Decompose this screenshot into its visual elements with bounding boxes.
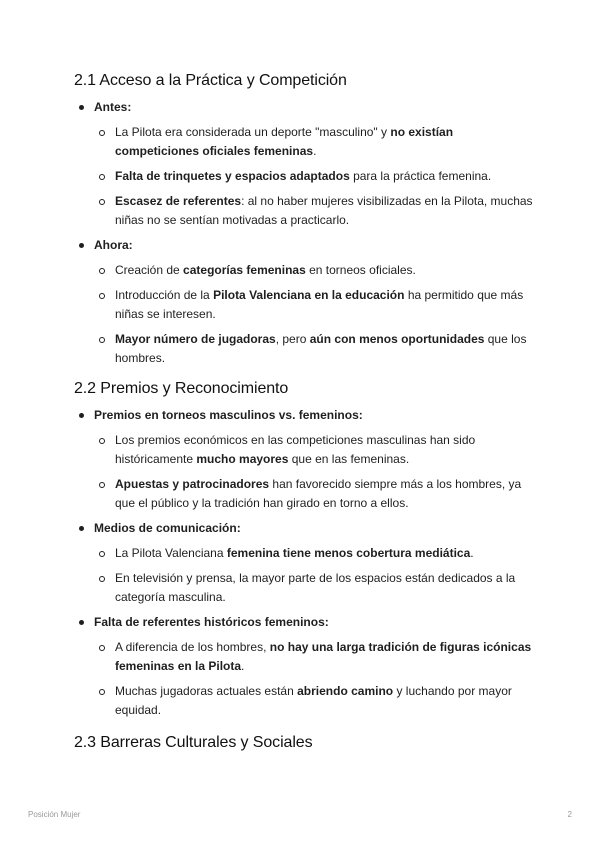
bullet-heading: Medios de comunicación: xyxy=(94,521,241,535)
bold-text: abriendo camino xyxy=(297,684,394,698)
bullet-item xyxy=(74,98,534,230)
bold-text: Mayor número de jugadoras xyxy=(115,332,276,346)
bullet-circle-icon xyxy=(99,576,105,582)
sub-bullet-item: A diferencia de los hombres, no hay una larga tradición de figuras icónicas femeninas en la Pilota. xyxy=(94,638,534,676)
bold-text: Pilota Valenciana en la educación xyxy=(213,288,405,302)
section-heading: 2.3 Barreras Culturales y Sociales xyxy=(74,734,313,751)
bullet-item xyxy=(74,613,534,720)
bullet-heading: Antes: xyxy=(94,100,132,114)
bullet-item xyxy=(74,406,534,513)
bullet-heading: Ahora: xyxy=(94,238,133,252)
bullet-circle-icon xyxy=(99,645,105,651)
bullet-circle-icon xyxy=(99,689,105,695)
footer-page-number: 2 xyxy=(567,810,572,819)
sub-bullet-item: Escasez de referentes: al no haber mujeres visibilizadas en la Pilota, muchas niñas no se sentían motivadas a practicarlo. xyxy=(94,192,534,230)
bold-text: Escasez de referentes xyxy=(115,194,242,208)
sub-bullet-item: La Pilota Valenciana femenina tiene menos cobertura mediática. xyxy=(94,544,534,563)
bullet-item xyxy=(74,519,534,607)
section-heading: 2.2 Premios y Reconocimiento xyxy=(74,380,289,397)
bullet-circle-icon xyxy=(99,293,105,299)
sub-bullet-item: Creación de categorías femeninas en torneos oficiales. xyxy=(94,261,534,280)
sub-bullet-item: En televisión y prensa, la mayor parte de los espacios están dedicados a la categoría masculina. xyxy=(94,569,534,607)
sub-bullet-list xyxy=(94,544,534,607)
bullet-dot-icon xyxy=(79,413,84,418)
bullet-dot-icon xyxy=(79,620,84,625)
bullet-heading: Premios en torneos masculinos vs. femeninos: xyxy=(94,408,363,422)
sub-bullet-item: Muchas jugadoras actuales están abriendo camino y luchando por mayor equidad. xyxy=(94,682,534,720)
section-2-1 xyxy=(74,70,534,368)
sub-bullet-list xyxy=(94,431,534,513)
bold-text: no existían competiciones oficiales femeninas xyxy=(115,125,454,158)
bullet-dot-icon xyxy=(79,526,84,531)
bullet-item xyxy=(74,236,534,368)
bullet-circle-icon xyxy=(99,199,105,205)
footer-doc-title: Posición Mujer xyxy=(28,810,81,819)
bullet-dot-icon xyxy=(79,105,84,110)
bold-text: categorías femeninas xyxy=(183,263,306,277)
sub-bullet-item: Apuestas y patrocinadores han favorecido siempre más a los hombres, ya que el público y la tradición han girado en torno a ellos. xyxy=(94,475,534,513)
bullet-dot-icon xyxy=(79,243,84,248)
bullet-circle-icon xyxy=(99,438,105,444)
sub-bullet-list xyxy=(94,261,534,368)
section-2-2 xyxy=(74,378,534,720)
bold-text: no hay una larga tradición de figuras icónicas femeninas en la Pilota xyxy=(115,640,532,673)
sub-bullet-item: Los premios económicos en las competiciones masculinas han sido históricamente mucho mayores que en las femeninas. xyxy=(94,431,534,469)
bullet-circle-icon xyxy=(99,551,105,557)
sub-bullet-item: Mayor número de jugadoras, pero aún con menos oportunidades que los hombres. xyxy=(94,330,534,368)
bold-text: femenina tiene menos cobertura mediática xyxy=(226,546,471,560)
bullet-circle-icon xyxy=(99,337,105,343)
section-heading: 2.1 Acceso a la Práctica y Competición xyxy=(74,72,347,89)
sub-bullet-item: La Pilota era considerada un deporte "masculino" y no existían competiciones oficiales femeninas. xyxy=(94,123,534,161)
bullet-circle-icon xyxy=(99,130,105,136)
bullet-circle-icon xyxy=(99,268,105,274)
bold-text: Apuestas y patrocinadores xyxy=(115,477,270,491)
sub-bullet-item: Falta de trinquetes y espacios adaptados para la práctica femenina. xyxy=(94,167,534,186)
document-body xyxy=(74,70,534,754)
sub-bullet-item: Introducción de la Pilota Valenciana en la educación ha permitido que más niñas se interesen. xyxy=(94,286,534,324)
bold-text: aún con menos oportunidades xyxy=(309,332,485,346)
sub-bullet-list xyxy=(94,123,534,230)
section-2-3 xyxy=(74,732,534,754)
bold-text: Falta de trinquetes y espacios adaptados xyxy=(115,169,350,183)
bold-text: mucho mayores xyxy=(196,452,289,466)
bullet-circle-icon xyxy=(99,174,105,180)
bullet-list xyxy=(74,406,534,720)
bullet-heading: Falta de referentes históricos femeninos: xyxy=(94,615,329,629)
bullet-list xyxy=(74,98,534,368)
bullet-circle-icon xyxy=(99,482,105,488)
sub-bullet-list xyxy=(94,638,534,720)
